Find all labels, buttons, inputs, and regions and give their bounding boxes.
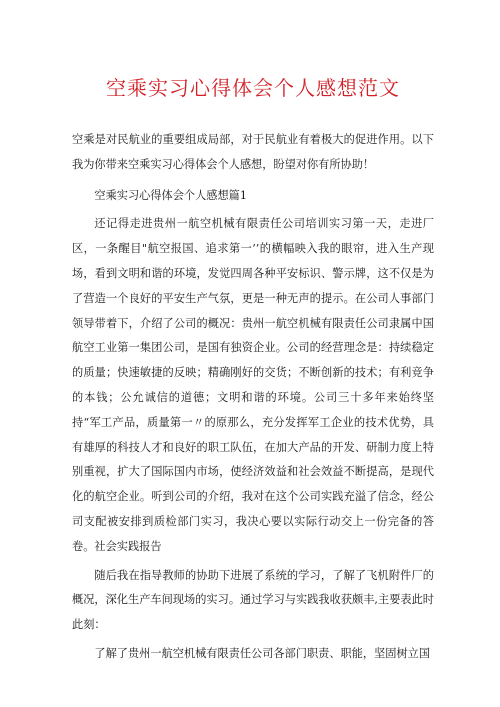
body-paragraph-3: 了解了贵州一航空机械有限责任公司各部门职责、职能，坚固树立国: [94, 646, 431, 660]
body-paragraph-2: 随后我在指导教师的协助下进展了系统的学习，了解了飞机附件厂的概况，深化生产车间现场的实习。通过学习与实践我收获颇丰,主要表此时此刻：: [72, 568, 434, 632]
section-heading: 空乘实习心得体会个人感想篇1: [94, 188, 247, 202]
intro-paragraph: 空乘是对民航业的重要组成局部，对于民航业有着极大的促进作用。以下我为你带来空乘实习心得体会个人感想，盼望对你有所协助！: [72, 133, 434, 171]
document-title: 空乘实习心得体会个人感想范文: [106, 76, 400, 100]
body-paragraph-1: 还记得走进贵州一航空机械有限责任公司培训实习第一天，走进厂区，一条醒目"航空报国、追求第一’’的横幅映入我的眼帘，进入生产现场，看到文明和谐的环境，发觉四周各种平安标识、警示牌，这不仅是为了营造一个良好的平安生产气氛，更是一种无声的提示。在公司人事部门领导带着下，介绍了公司的概况：贵州一航空机械有限责任公司隶属中国航空工业第一集团公司，是国有独资企业。公司的经营理念是：持续稳定的质量；快速敏捷的反映；精确刚好的交货；不断创新的技术；有利竞争的本钱；公允诚信的道德；文明和谐的环境。公司三十多年来始终坚持“军工产品，质量第一〃的原那么，充分发挥军工企业的技术优势，具有雄厚的科技人才和良好的职工队伍，在加大产品的开发、研制力度上特别重视，扩大了国际国内市场，使经济效益和社会效益不断提高，是现代化的航空企业。听到公司的介绍，我对在这个公司实践充溢了信念，经公司支配被安排到质检部门实习，我决心要以实际行动交上一份完备的答卷。社会实践报告: [72, 217, 434, 553]
